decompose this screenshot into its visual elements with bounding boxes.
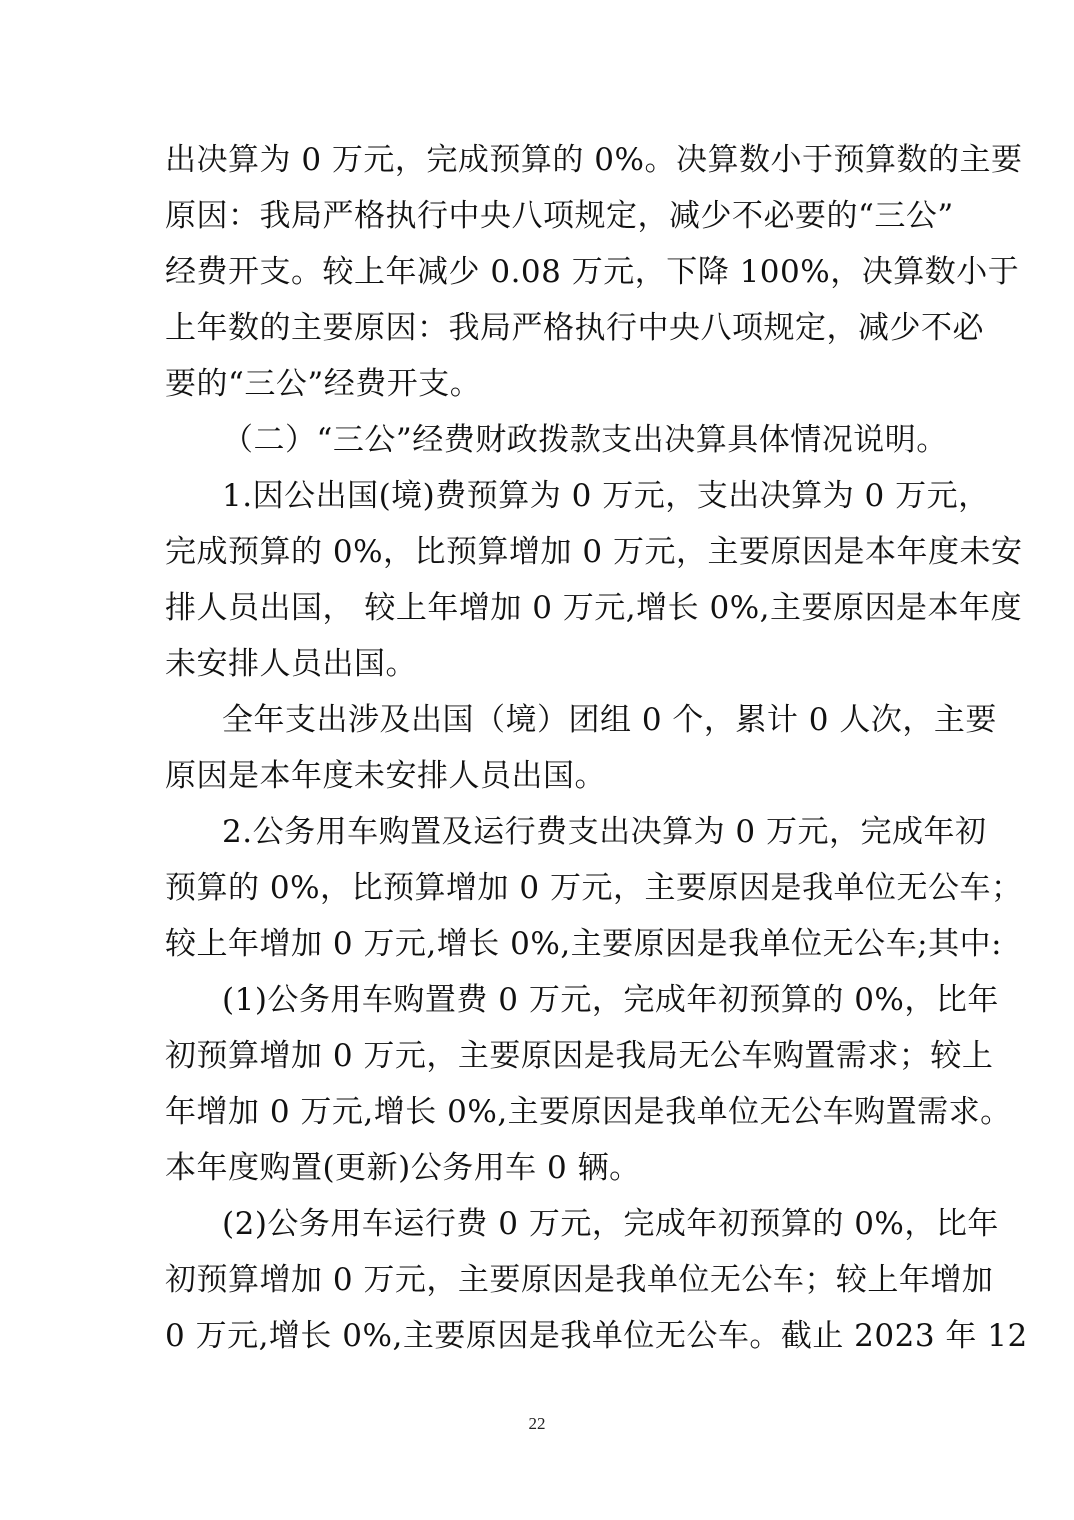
paragraph-line: 原因：我局严格执行中央八项规定，减少不必要的“三公”	[165, 198, 954, 234]
paragraph-line: 完成预算的 0%，比预算增加 0 万元，主要原因是本年度未安	[165, 534, 1023, 570]
paragraph-line: 出决算为 0 万元，完成预算的 0%。决算数小于预算数的主要	[165, 142, 1023, 178]
paragraph-line: 经费开支。较上年减少 0.08 万元，下降 100%，决算数小于	[165, 254, 1020, 290]
paragraph-line: 全年支出涉及出国（境）团组 0 个，累计 0 人次，主要	[222, 702, 997, 738]
paragraph-line: (2)公务用车运行费 0 万元，完成年初预算的 0%，比年	[222, 1206, 999, 1242]
paragraph-line: 上年数的主要原因：我局严格执行中央八项规定，减少不必	[165, 310, 984, 346]
paragraph-line: 年增加 0 万元,增长 0%,主要原因是我单位无公车购置需求。	[165, 1094, 1012, 1130]
paragraph-line: 较上年增加 0 万元,增长 0%,主要原因是我单位无公车;其中:	[165, 926, 1003, 962]
paragraph-line: 本年度购置(更新)公务用车 0 辆。	[165, 1150, 641, 1186]
paragraph-line: 1.因公出国(境)费预算为 0 万元，支出决算为 0 万元，	[222, 478, 990, 514]
paragraph-line: 初预算增加 0 万元，主要原因是我局无公车购置需求；较上	[165, 1038, 994, 1074]
paragraph-line: 2.公务用车购置及运行费支出决算为 0 万元，完成年初	[222, 814, 987, 850]
page-number: 22	[528, 1414, 546, 1433]
paragraph-line: 初预算增加 0 万元，主要原因是我单位无公车；较上年增加	[165, 1262, 994, 1298]
paragraph-line: (1)公务用车购置费 0 万元，完成年初预算的 0%，比年	[222, 982, 999, 1018]
paragraph-line: 预算的 0%，比预算增加 0 万元，主要原因是我单位无公车；	[165, 870, 1023, 906]
paragraph-line: 原因是本年度未安排人员出国。	[165, 758, 606, 794]
section-heading: （二）“三公”经费财政拨款支出决算具体情况说明。	[222, 422, 948, 458]
paragraph-line: 未安排人员出国。	[165, 646, 417, 682]
paragraph-line: 要的“三公”经费开支。	[165, 366, 482, 402]
paragraph-line: 排人员出国， 较上年增加 0 万元,增长 0%,主要原因是本年度	[165, 590, 1023, 626]
paragraph-line: 0 万元,增长 0%,主要原因是我单位无公车。截止 2023 年 12	[165, 1318, 1028, 1354]
